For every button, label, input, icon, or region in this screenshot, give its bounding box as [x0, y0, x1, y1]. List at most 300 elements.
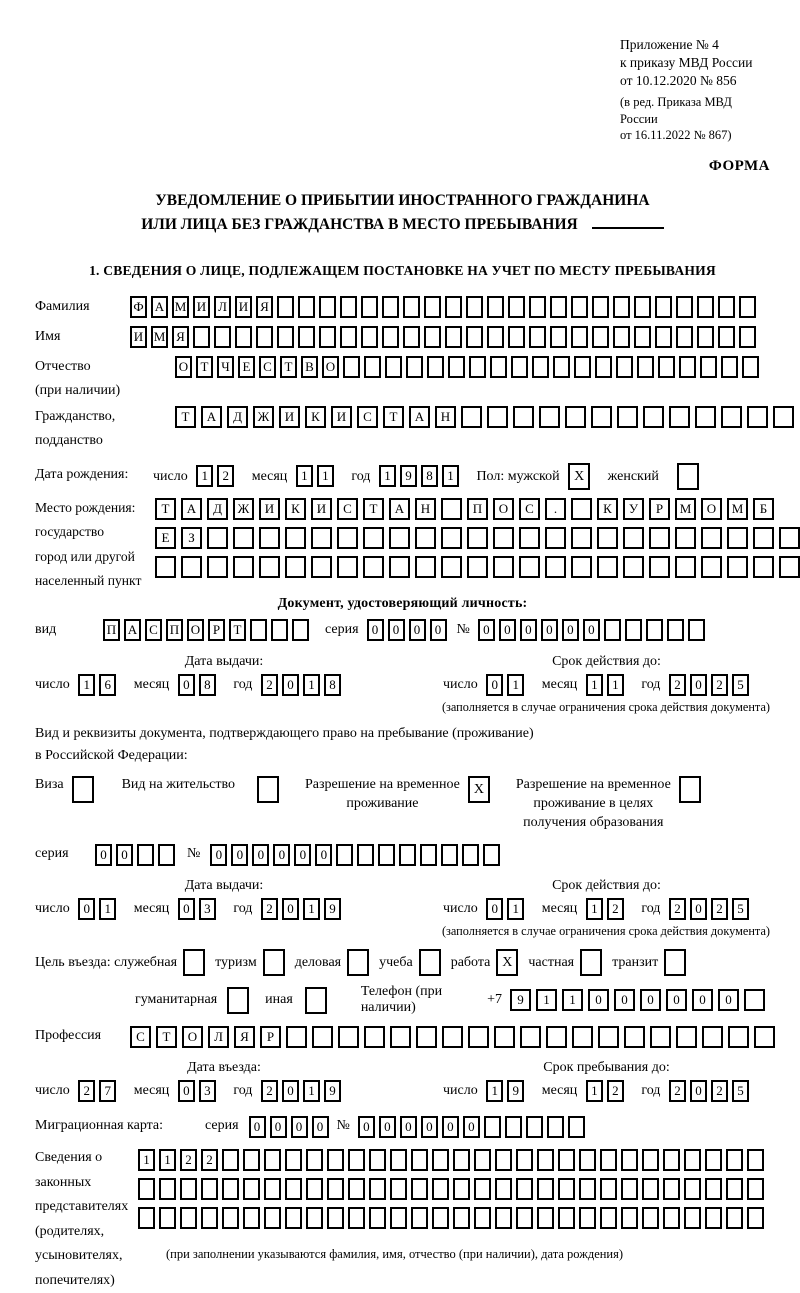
char-cell[interactable]: А: [181, 498, 202, 520]
sex-male-checkbox[interactable]: X: [568, 463, 590, 490]
char-cell[interactable]: 2: [711, 1080, 728, 1102]
char-cell[interactable]: 9: [324, 1080, 341, 1102]
char-cell[interactable]: [742, 356, 759, 378]
char-cell[interactable]: М: [172, 296, 189, 318]
char-cell[interactable]: 0: [291, 1116, 308, 1138]
char-cell[interactable]: [214, 326, 231, 348]
char-cell[interactable]: 0: [486, 674, 503, 696]
char-cell[interactable]: 0: [231, 844, 248, 866]
char-cell[interactable]: 2: [607, 898, 624, 920]
char-cell[interactable]: [537, 1149, 554, 1171]
char-cell[interactable]: [159, 1207, 176, 1229]
char-cell[interactable]: [467, 527, 488, 549]
char-cell[interactable]: [705, 1207, 722, 1229]
char-cell[interactable]: [338, 1026, 359, 1048]
char-cell[interactable]: [285, 556, 306, 578]
permit-valid-month-grid[interactable]: [586, 901, 628, 916]
char-cell[interactable]: [658, 356, 675, 378]
char-cell[interactable]: 2: [217, 465, 234, 487]
char-cell[interactable]: [222, 1149, 239, 1171]
char-cell[interactable]: 8: [199, 674, 216, 696]
char-cell[interactable]: [508, 296, 525, 318]
char-cell[interactable]: Т: [175, 406, 196, 428]
char-cell[interactable]: С: [259, 356, 276, 378]
char-cell[interactable]: 0: [718, 989, 739, 1011]
char-cell[interactable]: Л: [208, 1026, 229, 1048]
char-cell[interactable]: [277, 326, 294, 348]
char-cell[interactable]: [137, 844, 154, 866]
char-cell[interactable]: [676, 296, 693, 318]
char-cell[interactable]: 2: [78, 1080, 95, 1102]
char-cell[interactable]: 2: [711, 674, 728, 696]
char-cell[interactable]: [739, 296, 756, 318]
rvp-edu-checkbox[interactable]: [679, 776, 701, 803]
char-cell[interactable]: [415, 556, 436, 578]
char-cell[interactable]: 1: [586, 898, 603, 920]
char-cell[interactable]: П: [166, 619, 183, 641]
char-cell[interactable]: [663, 1149, 680, 1171]
char-cell[interactable]: З: [181, 527, 202, 549]
char-cell[interactable]: [604, 619, 621, 641]
char-cell[interactable]: [453, 1149, 470, 1171]
char-cell[interactable]: Р: [649, 498, 670, 520]
char-cell[interactable]: [378, 844, 395, 866]
char-cell[interactable]: Ж: [253, 406, 274, 428]
char-cell[interactable]: [250, 619, 267, 641]
char-cell[interactable]: [180, 1178, 197, 1200]
permit-valid-day-grid[interactable]: [486, 901, 528, 916]
char-cell[interactable]: О: [187, 619, 204, 641]
char-cell[interactable]: [571, 296, 588, 318]
char-cell[interactable]: М: [151, 326, 168, 348]
char-cell[interactable]: [739, 326, 756, 348]
char-cell[interactable]: [679, 356, 696, 378]
char-cell[interactable]: [579, 1149, 596, 1171]
char-cell[interactable]: 2: [669, 898, 686, 920]
char-cell[interactable]: [453, 1178, 470, 1200]
char-cell[interactable]: [572, 1026, 593, 1048]
char-cell[interactable]: 0: [463, 1116, 480, 1138]
char-cell[interactable]: 0: [178, 898, 195, 920]
char-cell[interactable]: [369, 1207, 386, 1229]
char-cell[interactable]: 0: [95, 844, 112, 866]
char-cell[interactable]: Ч: [217, 356, 234, 378]
char-cell[interactable]: [747, 1207, 764, 1229]
char-cell[interactable]: [403, 296, 420, 318]
char-cell[interactable]: [649, 527, 670, 549]
char-cell[interactable]: [298, 296, 315, 318]
char-cell[interactable]: [319, 326, 336, 348]
char-cell[interactable]: 9: [324, 898, 341, 920]
char-cell[interactable]: 2: [669, 1080, 686, 1102]
surname-grid[interactable]: [130, 295, 760, 319]
purpose-humanitarian-checkbox[interactable]: [227, 987, 249, 1014]
char-cell[interactable]: [495, 1207, 512, 1229]
char-cell[interactable]: [726, 1149, 743, 1171]
char-cell[interactable]: [592, 326, 609, 348]
char-cell[interactable]: 1: [317, 465, 334, 487]
char-cell[interactable]: [361, 326, 378, 348]
char-cell[interactable]: [158, 844, 175, 866]
birth-place-grid-row3[interactable]: [155, 555, 800, 579]
char-cell[interactable]: [516, 1207, 533, 1229]
purpose-study-checkbox[interactable]: [419, 949, 441, 976]
char-cell[interactable]: [403, 326, 420, 348]
stay-year-grid[interactable]: [669, 1083, 753, 1098]
char-cell[interactable]: 0: [358, 1116, 375, 1138]
char-cell[interactable]: 1: [296, 465, 313, 487]
char-cell[interactable]: 0: [583, 619, 600, 641]
char-cell[interactable]: [264, 1207, 281, 1229]
char-cell[interactable]: 1: [303, 898, 320, 920]
name-grid[interactable]: [130, 325, 760, 349]
char-cell[interactable]: [427, 356, 444, 378]
char-cell[interactable]: Я: [234, 1026, 255, 1048]
birth-month-grid[interactable]: [296, 469, 338, 484]
char-cell[interactable]: Н: [415, 498, 436, 520]
char-cell[interactable]: 9: [400, 465, 417, 487]
char-cell[interactable]: 0: [178, 674, 195, 696]
char-cell[interactable]: [327, 1149, 344, 1171]
char-cell[interactable]: [469, 356, 486, 378]
char-cell[interactable]: [286, 1026, 307, 1048]
sex-female-checkbox[interactable]: [677, 463, 699, 490]
char-cell[interactable]: [655, 326, 672, 348]
char-cell[interactable]: [663, 1178, 680, 1200]
char-cell[interactable]: [571, 498, 592, 520]
char-cell[interactable]: [271, 619, 288, 641]
char-cell[interactable]: 0: [690, 898, 707, 920]
char-cell[interactable]: [181, 556, 202, 578]
purpose-work-checkbox[interactable]: X: [496, 949, 518, 976]
char-cell[interactable]: [363, 527, 384, 549]
char-cell[interactable]: 0: [541, 619, 558, 641]
char-cell[interactable]: [727, 527, 748, 549]
char-cell[interactable]: [390, 1207, 407, 1229]
char-cell[interactable]: [550, 296, 567, 318]
char-cell[interactable]: И: [331, 406, 352, 428]
doc-valid-year-grid[interactable]: [669, 677, 753, 692]
char-cell[interactable]: [306, 1149, 323, 1171]
char-cell[interactable]: [753, 556, 774, 578]
char-cell[interactable]: Т: [196, 356, 213, 378]
char-cell[interactable]: [494, 1026, 515, 1048]
char-cell[interactable]: 0: [499, 619, 516, 641]
char-cell[interactable]: [526, 1116, 543, 1138]
char-cell[interactable]: 1: [78, 674, 95, 696]
char-cell[interactable]: [348, 1178, 365, 1200]
char-cell[interactable]: 1: [99, 898, 116, 920]
char-cell[interactable]: [697, 326, 714, 348]
char-cell[interactable]: [684, 1149, 701, 1171]
doc-issue-month-grid[interactable]: [178, 677, 220, 692]
char-cell[interactable]: [448, 356, 465, 378]
char-cell[interactable]: [513, 406, 534, 428]
char-cell[interactable]: Т: [383, 406, 404, 428]
char-cell[interactable]: [558, 1149, 575, 1171]
char-cell[interactable]: [233, 556, 254, 578]
char-cell[interactable]: [727, 556, 748, 578]
char-cell[interactable]: [700, 356, 717, 378]
char-cell[interactable]: [474, 1178, 491, 1200]
char-cell[interactable]: [432, 1178, 449, 1200]
char-cell[interactable]: [553, 356, 570, 378]
char-cell[interactable]: [399, 844, 416, 866]
entry-year-grid[interactable]: [261, 1083, 345, 1098]
legal-reps-grid-row3[interactable]: [138, 1205, 768, 1229]
char-cell[interactable]: [642, 1149, 659, 1171]
char-cell[interactable]: [487, 406, 508, 428]
char-cell[interactable]: [684, 1207, 701, 1229]
doc-valid-day-grid[interactable]: [486, 677, 528, 692]
char-cell[interactable]: 0: [588, 989, 609, 1011]
char-cell[interactable]: 0: [379, 1116, 396, 1138]
char-cell[interactable]: А: [151, 296, 168, 318]
char-cell[interactable]: 5: [732, 1080, 749, 1102]
char-cell[interactable]: 0: [409, 619, 426, 641]
char-cell[interactable]: 1: [303, 674, 320, 696]
char-cell[interactable]: 1: [607, 674, 624, 696]
char-cell[interactable]: [420, 844, 437, 866]
char-cell[interactable]: В: [301, 356, 318, 378]
doc-number-grid[interactable]: [478, 618, 709, 642]
char-cell[interactable]: [623, 527, 644, 549]
char-cell[interactable]: [264, 1178, 281, 1200]
char-cell[interactable]: [222, 1207, 239, 1229]
char-cell[interactable]: [243, 1149, 260, 1171]
char-cell[interactable]: 0: [442, 1116, 459, 1138]
char-cell[interactable]: 1: [536, 989, 557, 1011]
char-cell[interactable]: Е: [238, 356, 255, 378]
char-cell[interactable]: К: [597, 498, 618, 520]
char-cell[interactable]: Л: [214, 296, 231, 318]
char-cell[interactable]: [361, 296, 378, 318]
char-cell[interactable]: [642, 1207, 659, 1229]
char-cell[interactable]: 0: [270, 1116, 287, 1138]
char-cell[interactable]: [529, 296, 546, 318]
char-cell[interactable]: [634, 326, 651, 348]
char-cell[interactable]: [579, 1207, 596, 1229]
permit-valid-year-grid[interactable]: [669, 901, 753, 916]
purpose-business-checkbox[interactable]: [347, 949, 369, 976]
char-cell[interactable]: [441, 527, 462, 549]
patronymic-grid[interactable]: [175, 355, 763, 379]
char-cell[interactable]: 0: [486, 898, 503, 920]
char-cell[interactable]: М: [727, 498, 748, 520]
char-cell[interactable]: [558, 1178, 575, 1200]
char-cell[interactable]: [337, 556, 358, 578]
char-cell[interactable]: 0: [294, 844, 311, 866]
citizenship-grid[interactable]: [175, 405, 799, 429]
char-cell[interactable]: [597, 527, 618, 549]
char-cell[interactable]: [718, 296, 735, 318]
doc-valid-month-grid[interactable]: [586, 677, 628, 692]
char-cell[interactable]: [537, 1207, 554, 1229]
char-cell[interactable]: Д: [207, 498, 228, 520]
stay-day-grid[interactable]: [486, 1083, 528, 1098]
char-cell[interactable]: [621, 1178, 638, 1200]
char-cell[interactable]: [277, 296, 294, 318]
char-cell[interactable]: [565, 406, 586, 428]
char-cell[interactable]: [747, 406, 768, 428]
char-cell[interactable]: [753, 527, 774, 549]
permit-number-grid[interactable]: [210, 842, 504, 866]
char-cell[interactable]: [319, 296, 336, 318]
char-cell[interactable]: [264, 1149, 281, 1171]
char-cell[interactable]: [592, 296, 609, 318]
char-cell[interactable]: Т: [155, 498, 176, 520]
char-cell[interactable]: [466, 296, 483, 318]
char-cell[interactable]: [516, 1149, 533, 1171]
char-cell[interactable]: 0: [388, 619, 405, 641]
char-cell[interactable]: Т: [363, 498, 384, 520]
char-cell[interactable]: [466, 326, 483, 348]
phone-grid[interactable]: [510, 988, 770, 1012]
birth-year-grid[interactable]: [379, 469, 463, 484]
char-cell[interactable]: 0: [282, 1080, 299, 1102]
char-cell[interactable]: [571, 326, 588, 348]
char-cell[interactable]: 0: [78, 898, 95, 920]
char-cell[interactable]: 0: [367, 619, 384, 641]
char-cell[interactable]: 1: [138, 1149, 155, 1171]
char-cell[interactable]: [193, 326, 210, 348]
char-cell[interactable]: О: [175, 356, 192, 378]
char-cell[interactable]: [180, 1207, 197, 1229]
char-cell[interactable]: [292, 619, 309, 641]
char-cell[interactable]: [138, 1178, 155, 1200]
char-cell[interactable]: 0: [692, 989, 713, 1011]
char-cell[interactable]: [285, 1207, 302, 1229]
char-cell[interactable]: .: [545, 498, 566, 520]
char-cell[interactable]: [650, 1026, 671, 1048]
char-cell[interactable]: С: [357, 406, 378, 428]
char-cell[interactable]: [721, 406, 742, 428]
char-cell[interactable]: 0: [640, 989, 661, 1011]
char-cell[interactable]: [571, 527, 592, 549]
char-cell[interactable]: 1: [379, 465, 396, 487]
entry-month-grid[interactable]: [178, 1083, 220, 1098]
rvp-checkbox[interactable]: X: [468, 776, 490, 803]
char-cell[interactable]: П: [467, 498, 488, 520]
char-cell[interactable]: И: [311, 498, 332, 520]
char-cell[interactable]: [493, 527, 514, 549]
char-cell[interactable]: [728, 1026, 749, 1048]
char-cell[interactable]: [207, 556, 228, 578]
char-cell[interactable]: [201, 1178, 218, 1200]
char-cell[interactable]: [312, 1026, 333, 1048]
char-cell[interactable]: 1: [586, 1080, 603, 1102]
char-cell[interactable]: [484, 1116, 501, 1138]
char-cell[interactable]: 0: [666, 989, 687, 1011]
char-cell[interactable]: [243, 1178, 260, 1200]
char-cell[interactable]: 0: [282, 898, 299, 920]
char-cell[interactable]: [390, 1149, 407, 1171]
purpose-service-checkbox[interactable]: [183, 949, 205, 976]
legal-reps-grid-row1[interactable]: [138, 1147, 768, 1171]
char-cell[interactable]: 2: [261, 674, 278, 696]
char-cell[interactable]: [285, 1178, 302, 1200]
char-cell[interactable]: Н: [435, 406, 456, 428]
char-cell[interactable]: [415, 527, 436, 549]
char-cell[interactable]: 0: [614, 989, 635, 1011]
char-cell[interactable]: О: [493, 498, 514, 520]
char-cell[interactable]: 3: [199, 1080, 216, 1102]
permit-issue-year-grid[interactable]: [261, 901, 345, 916]
char-cell[interactable]: [643, 406, 664, 428]
char-cell[interactable]: [382, 326, 399, 348]
char-cell[interactable]: Т: [229, 619, 246, 641]
char-cell[interactable]: О: [182, 1026, 203, 1048]
char-cell[interactable]: [155, 556, 176, 578]
birth-place-grid-row1[interactable]: [155, 497, 800, 521]
char-cell[interactable]: [201, 1207, 218, 1229]
char-cell[interactable]: [529, 326, 546, 348]
char-cell[interactable]: [343, 356, 360, 378]
char-cell[interactable]: [646, 619, 663, 641]
char-cell[interactable]: Я: [256, 296, 273, 318]
char-cell[interactable]: Ж: [233, 498, 254, 520]
char-cell[interactable]: 9: [507, 1080, 524, 1102]
char-cell[interactable]: [574, 356, 591, 378]
char-cell[interactable]: [411, 1207, 428, 1229]
char-cell[interactable]: 0: [400, 1116, 417, 1138]
char-cell[interactable]: [667, 619, 684, 641]
char-cell[interactable]: 0: [282, 674, 299, 696]
char-cell[interactable]: 0: [690, 1080, 707, 1102]
birth-day-grid[interactable]: [196, 469, 238, 484]
char-cell[interactable]: [545, 527, 566, 549]
char-cell[interactable]: [695, 406, 716, 428]
char-cell[interactable]: [721, 356, 738, 378]
char-cell[interactable]: [222, 1178, 239, 1200]
char-cell[interactable]: 1: [303, 1080, 320, 1102]
entry-day-grid[interactable]: [78, 1083, 120, 1098]
purpose-transit-checkbox[interactable]: [664, 949, 686, 976]
char-cell[interactable]: 2: [669, 674, 686, 696]
char-cell[interactable]: К: [305, 406, 326, 428]
char-cell[interactable]: 9: [510, 989, 531, 1011]
char-cell[interactable]: [441, 844, 458, 866]
char-cell[interactable]: [337, 527, 358, 549]
char-cell[interactable]: [508, 326, 525, 348]
migration-number-grid[interactable]: [358, 1114, 589, 1138]
char-cell[interactable]: [684, 1178, 701, 1200]
char-cell[interactable]: [697, 296, 714, 318]
char-cell[interactable]: [432, 1207, 449, 1229]
char-cell[interactable]: [424, 296, 441, 318]
char-cell[interactable]: [642, 1178, 659, 1200]
char-cell[interactable]: 1: [507, 674, 524, 696]
char-cell[interactable]: [634, 296, 651, 318]
char-cell[interactable]: [256, 326, 273, 348]
char-cell[interactable]: [474, 1207, 491, 1229]
char-cell[interactable]: К: [285, 498, 306, 520]
char-cell[interactable]: [445, 326, 462, 348]
char-cell[interactable]: [311, 556, 332, 578]
char-cell[interactable]: [591, 406, 612, 428]
char-cell[interactable]: [207, 527, 228, 549]
char-cell[interactable]: 6: [99, 674, 116, 696]
char-cell[interactable]: 1: [442, 465, 459, 487]
char-cell[interactable]: 0: [252, 844, 269, 866]
char-cell[interactable]: [616, 356, 633, 378]
char-cell[interactable]: [579, 1178, 596, 1200]
char-cell[interactable]: [483, 844, 500, 866]
char-cell[interactable]: [621, 1207, 638, 1229]
char-cell[interactable]: [532, 356, 549, 378]
char-cell[interactable]: [545, 556, 566, 578]
char-cell[interactable]: А: [409, 406, 430, 428]
